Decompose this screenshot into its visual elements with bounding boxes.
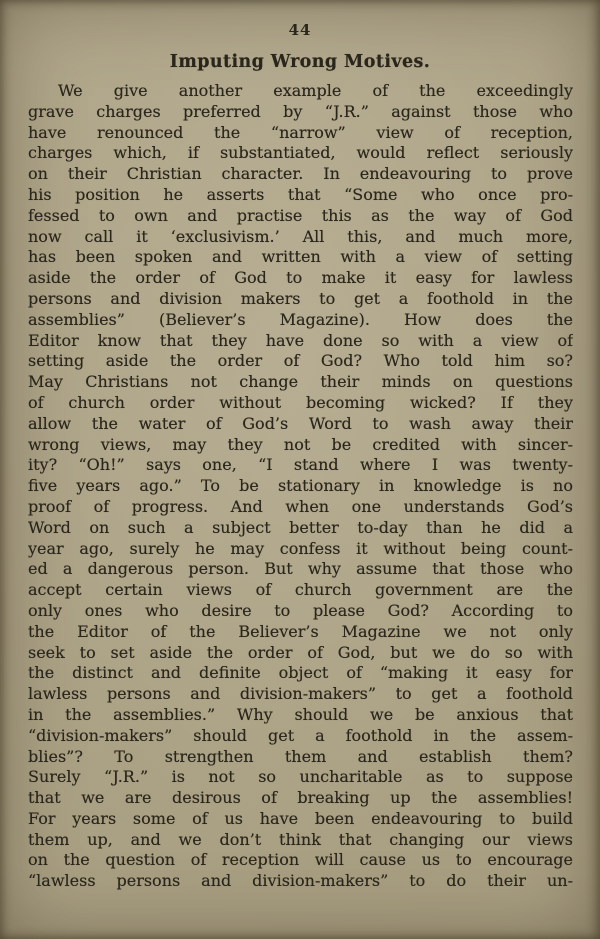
text-line: on their Christian character. In endeavouring to prove: [28, 164, 573, 184]
text-line: lawless persons and division-makers” to get a foothold: [28, 684, 573, 704]
text-line: them up, and we don’t think that changing our views: [28, 829, 573, 849]
text-line: year ago, surely he may confess it without being count-: [28, 538, 573, 558]
text-line: of church order without becoming wicked? If they: [28, 392, 573, 412]
text-line: only ones who desire to please God? According to: [28, 600, 573, 620]
text-line: proof of progress. And when one understands God’s: [28, 496, 573, 516]
text-line: We give another example of the exceedingly: [58, 81, 573, 100]
text-line: setting aside the order of God? Who told him so?: [28, 351, 573, 371]
text-line: his position he asserts that “Some who once pro-: [28, 184, 573, 204]
text-line: the Editor of the Believer’s Magazine we not only: [28, 621, 573, 641]
text-line: five years ago.” To be stationary in knowledge is no: [28, 476, 573, 496]
text-line: on the question of reception will cause us to encourage: [28, 850, 573, 870]
text-line: “division-makers” should get a foothold in the assem-: [28, 725, 573, 745]
text-line: blies”? To strengthen them and establish them?: [28, 746, 573, 766]
text-line: accept certain views of church government are the: [28, 580, 573, 600]
text-line: For years some of us have been endeavouring to build: [28, 808, 573, 828]
text-line: has been spoken and written with a view of setting: [28, 247, 573, 267]
text-line: May Christians not change their minds on questions: [28, 372, 573, 392]
text-line: allow the water of God’s Word to wash away their: [28, 413, 573, 433]
text-line: Word on such a subject better to-day than he did a: [28, 517, 573, 537]
text-line: the distinct and definite object of “making it easy for: [28, 663, 573, 683]
text-line: have renounced the “narrow” view of reception,: [28, 122, 573, 142]
page-number: 44: [288, 21, 312, 39]
text-line: assemblies” (Believer’s Magazine). How does the: [28, 309, 573, 329]
section-heading: Imputing Wrong Motives.: [169, 52, 431, 72]
text-line: in the assemblies.” Why should we be anxious that: [28, 704, 573, 724]
text-line: charges which, if substantiated, would reflect seriously: [28, 143, 573, 163]
text-line: grave charges preferred by “J.R.” against those who: [28, 101, 573, 121]
text-line: that we are desirous of breaking up the assemblies!: [28, 788, 573, 808]
text-line: ed a dangerous person. But why assume that those who: [28, 559, 573, 579]
text-line: Editor know that they have done so with a view of: [28, 330, 573, 350]
text-line: Surely “J.R.” is not so uncharitable as to suppose: [28, 767, 573, 787]
text-line: now call it ‘exclusivism.’ All this, and much more,: [28, 226, 573, 246]
text-line: wrong views, may they not be credited with sincer-: [28, 434, 573, 454]
text-line: seek to set aside the order of God, but we do so with: [28, 642, 573, 662]
text-line: fessed to own and practise this as the way of God: [28, 205, 573, 225]
text-line: persons and division makers to get a foothold in the: [28, 288, 573, 308]
text-line: aside the order of God to make it easy for lawless: [28, 268, 573, 288]
text-line: “lawless persons and division-makers” to do their un-: [28, 871, 573, 891]
body-text: [28, 81, 573, 892]
text-line: ity? “Oh!” says one, “I stand where I was twenty-: [28, 455, 573, 475]
